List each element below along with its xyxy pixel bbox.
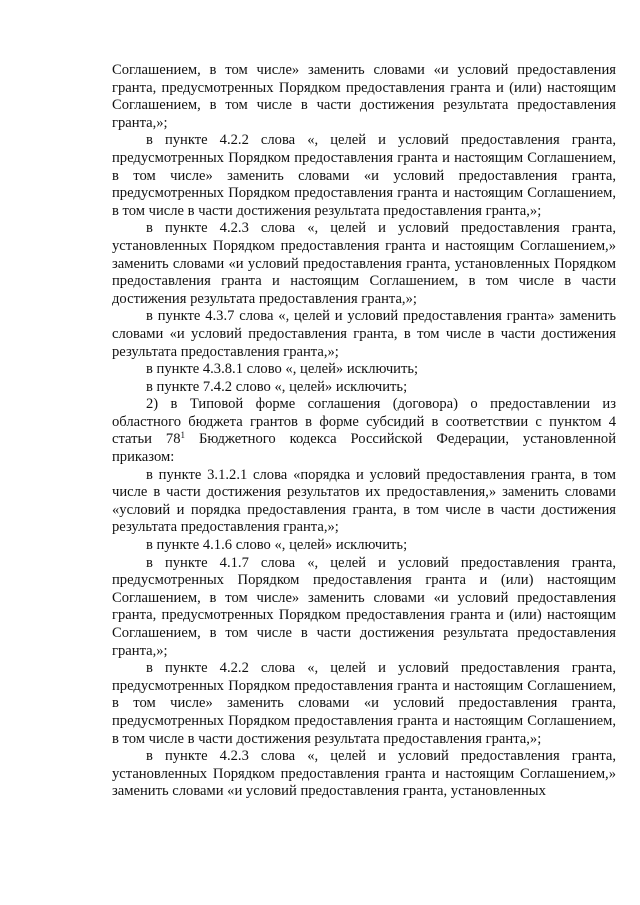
article-superscript: 1 bbox=[180, 430, 186, 441]
paragraph-clause-4-1-7: в пункте 4.1.7 слова «, целей и условий предоставления гранта, предусмотренных Порядком предоставления гранта и (или) настоящим Соглашением, в том числе» заменить словами «и условий предоставления гранта, предусмотренных Порядком предоставления гранта и (или) настоящим Соглашением, в том числе в части достижения результата предоставления гранта,»; bbox=[112, 554, 616, 659]
paragraph-clause-4-2-3: в пункте 4.2.3 слова «, целей и условий предоставления гранта, установленных Порядком предоставления гранта и настоящим Соглашением,» заменить словами «и условий предоставления гранта, установленных Порядком предоставления гранта и настоящим Соглашением, в том числе в части достижения результата предоставления гранта,»; bbox=[112, 220, 616, 307]
paragraph-clause-7-4-2: в пункте 7.4.2 слово «, целей» исключить; bbox=[146, 378, 408, 395]
paragraph-clause-3-1-2-1: в пункте 3.1.2.1 слова «порядка и условий предоставления гранта, в том числе в части достижения результатов их предоставления,» заменить словами «условий и порядка предоставления гранта, в том числе в части достижения результата предоставления гранта,»; bbox=[112, 466, 616, 536]
paragraph-clause-4-2-2: в пункте 4.2.2 слова «, целей и условий предоставления гранта, предусмотренных Порядком предоставления гранта и настоящим Соглашением, в том числе» заменить словами «и условий предоставления гранта, предусмотренных Порядком предоставления гранта и настоящим Соглашением, в том числе в части достижения результата предоставления гранта,»; bbox=[112, 132, 616, 219]
paragraph-clause-4-3-8-1: в пункте 4.3.8.1 слово «, целей» исключить; bbox=[146, 361, 419, 378]
paragraph-continuation: Соглашением, в том числе» заменить словами «и условий предоставления гранта, предусмотренных Порядком предоставления гранта и (или) настоящим Соглашением, в том числе в части достижения результата предоставления гранта,»; bbox=[112, 62, 616, 131]
item-2-tail: Бюджетного кодекса Российской Федерации, установленной приказом: bbox=[112, 431, 617, 466]
paragraph-clause-4-2-2-second: в пункте 4.2.2 слова «, целей и условий предоставления гранта, предусмотренных Порядком предоставления гранта и настоящим Соглашением, в том числе» заменить словами «и условий предоставления гранта, предусмотренных Порядком предоставления гранта и настоящим Соглашением, в том числе в части достижения результата предоставления гранта,»; bbox=[112, 660, 616, 747]
paragraph-clause-4-3-7: в пункте 4.3.7 слова «, целей и условий предоставления гранта» заменить словами «и условий предоставления гранта, в том числе в части достижения результата предоставления гранта,»; bbox=[112, 308, 616, 360]
paragraph-clause-4-2-3-second: в пункте 4.2.3 слова «, целей и условий предоставления гранта, установленных Порядком предоставления гранта и настоящим Соглашением,» заменить словами «и условий предоставления гранта, установленных bbox=[112, 748, 616, 800]
paragraph-clause-4-1-6: в пункте 4.1.6 слово «, целей» исключить; bbox=[146, 537, 408, 554]
item-2-text: 2) в Типовой форме соглашения (договора) о предоставлении из областного бюджета грантов в форме субсидий в соответствии с пунктом 4 статьи 78 bbox=[112, 396, 616, 448]
paragraph-item-2 bbox=[112, 396, 616, 466]
